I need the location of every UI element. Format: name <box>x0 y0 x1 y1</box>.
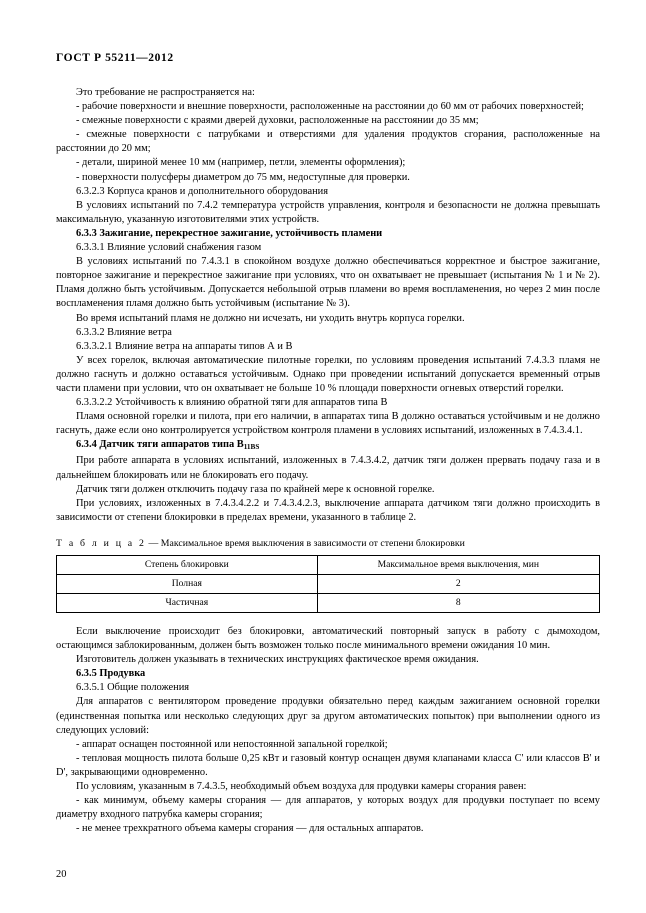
clause-heading: 6.3.3.2.1 Влияние ветра на аппараты типов А и В <box>76 340 293 352</box>
document-body <box>56 86 600 836</box>
table-cell: Частичная <box>57 594 318 613</box>
paragraph: Датчик тяги должен отключить подачу газа по крайней мере к основной горелке. <box>76 483 435 495</box>
paragraph: - как минимум, объему камеры сгорания — для аппаратов, у которых воздух для продувки поступает по всему диаметру входного патрубка камеры сгорания; <box>56 795 600 821</box>
table-cell: Полная <box>57 575 318 594</box>
paragraph: Это требование не распространяется на: <box>76 87 255 98</box>
table-wrapper <box>56 555 600 613</box>
paragraph: По условиям, указанным в 7.4.3.5, необходимый объем воздуха для продувки камеры сгорания равен: <box>76 781 527 793</box>
table-header-row <box>57 556 600 575</box>
paragraph: Во время испытаний пламя не должно ни исчезать, ни уходить внутрь корпуса горелки. <box>76 312 465 324</box>
paragraph: Для аппаратов с вентилятором проведение продувки обязательно перед каждым зажиганием основной горелки (единственная попытка или несколько следующих друг за другом автоматических попыток) при выполнении одного из следующих условий: <box>56 696 600 736</box>
table-header-cell: Степень блокировки <box>57 556 318 575</box>
paragraph: У всех горелок, включая автоматические пилотные горелки, по условиям проведения испытаний 7.4.3.3 пламя не должно гаснуть и должно оставаться устойчивым. Однако при проведении испытаний допускается временный отрыв части пламени при условии, что он охватывает не больше 10 % площади поверхности огневых отверстий горелки. <box>56 354 600 394</box>
paragraph: Если выключение происходит без блокировки, автоматический повторный запуск в работу с дымоходом, остающимся заблокированным, должен быть возможен только после минимального времени ожидания 10 мин. <box>56 626 600 652</box>
paragraph: - поверхности полусферы диаметром до 75 мм, недоступные для проверки. <box>76 171 410 183</box>
paragraph: В условиях испытаний по 7.4.3.1 в спокойном воздухе должно обеспечиваться корректное и быстрое зажигание, повторное зажигание и перекрестное зажигание при условиях, что он охватывает не превышает (испытания № 1 и № 2). Пламя должно быть устойчивым. Допускается небольшой отрыв пламени во время воспламенения, но через 2 мин после воспламенения пламя должно быть устойчивым (испытание № 3). <box>56 256 600 310</box>
section-heading-subscript: 11BS <box>243 443 260 452</box>
table-caption-label: Т а б л и ц а 2 <box>56 537 147 549</box>
table-caption <box>56 537 600 551</box>
paragraph: При условиях, изложенных в 7.4.3.4.2.2 и 7.4.3.4.2.3, выключение аппарата датчиком тяги должно происходить в зависимости от степени блокировки в пределах времени, указанного в таблице 2. <box>56 497 600 523</box>
paragraph: - рабочие поверхности и внешние поверхности, расположенные на расстоянии до 60 мм от рабочих поверхностей; <box>76 101 584 113</box>
paragraph: Изготовитель должен указывать в технических инструкциях фактическое время ожидания. <box>76 654 479 666</box>
table-row <box>57 575 600 594</box>
paragraph: При работе аппарата в условиях испытаний, изложенных в 7.4.3.4.2, датчик тяги должен прервать подачу газа и в дальнейшем блокировать или не блокировать его подачу. <box>56 455 600 481</box>
paragraph: - аппарат оснащен постоянной или непостоянной запальной горелкой; <box>76 738 388 750</box>
section-heading: 6.3.3 Зажигание, перекрестное зажигание, устойчивость пламени <box>76 227 383 239</box>
section-heading-text: 6.3.4 Датчик тяги аппаратов типа В <box>76 439 244 451</box>
paragraph: Пламя основной горелки и пилота, при его наличии, в аппаратах типа В должно оставаться устойчивым и не должно гаснуть, даже если оно контролируется устройством контроля пламени в условиях испытаний, изложенных в 7.4.3.4.1. <box>56 411 600 437</box>
table-header-cell: Максимальное время выключения, мин <box>317 556 599 575</box>
paragraph: - смежные поверхности с краями дверей духовки, расположенные на расстоянии до 35 мм; <box>76 115 479 127</box>
page-header: ГОСТ Р 55211—2012 <box>56 52 174 64</box>
table-caption-text: — Максимальное время выключения в зависимости от степени блокировки <box>146 537 465 549</box>
section-heading: 6.3.5 Продувка <box>76 668 146 680</box>
clause-heading: 6.3.3.2.2 Устойчивость к влиянию обратной тяги для аппаратов типа В <box>76 397 388 409</box>
paragraph: - тепловая мощность пилота больше 0,25 кВт и газовый контур оснащен двумя клапанами класса С' или классов В' и D', закрывающими одновременно. <box>56 752 600 778</box>
paragraph: - детали, шириной менее 10 мм (например, петли, элементы оформления); <box>76 157 406 169</box>
paragraph: В условиях испытаний по 7.4.2 температура устройств управления, контроля и безопасности не должна превышать максимальную, указанную изготовителями этих устройств. <box>56 199 600 225</box>
clause-heading: 6.3.3.1 Влияние условий снабжения газом <box>76 242 262 254</box>
clause-heading: 6.3.2.3 Корпуса кранов и дополнительного оборудования <box>76 185 329 197</box>
clause-heading: 6.3.5.1 Общие положения <box>76 682 190 694</box>
section-heading-draught-sensor <box>56 438 600 454</box>
table-cell: 8 <box>317 594 599 613</box>
paragraph: - смежные поверхности с патрубками и отверстиями для удаления продуктов сгорания, расположенные на расстоянии до 20 мм; <box>56 129 600 155</box>
page-number: 20 <box>56 869 67 880</box>
switch-off-time-table <box>56 555 600 613</box>
spacer <box>56 613 600 615</box>
table-row <box>57 594 600 613</box>
table-cell: 2 <box>317 575 599 594</box>
paragraph: - не менее трехкратного объема камеры сгорания — для остальных аппаратов. <box>76 823 424 835</box>
clause-heading: 6.3.3.2 Влияние ветра <box>76 326 172 338</box>
